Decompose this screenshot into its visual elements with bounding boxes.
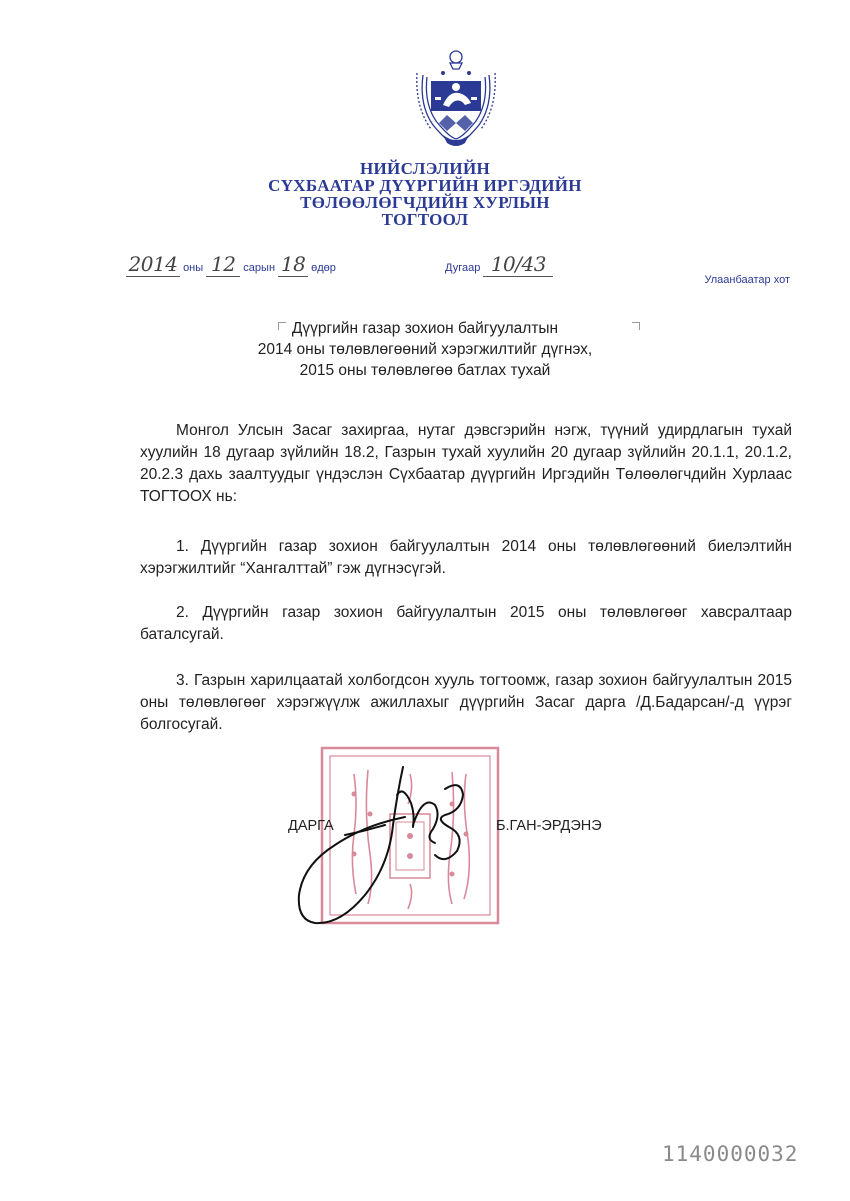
resolution-item-1: 1. Дүүргийн газар зохион байгуулалтын 2014 оны төлөвлөгөөний биелэлтийн хэрэгжилтийг “Хангалттай” гэж дүгнэсүгэй. (140, 538, 792, 577)
date-month-label: сарын (243, 262, 276, 274)
state-emblem-icon (413, 45, 499, 153)
date-month: 12 (206, 252, 240, 277)
header-line-2: СҮХБААТАР ДҮҮРГИЙН ИРГЭДИЙН (268, 176, 582, 195)
number-line (445, 252, 553, 277)
header-line-4: ТОГТООЛ (381, 210, 469, 229)
header-line-1: НИЙСЛЭЛИЙН (360, 159, 490, 178)
title-line-1: Дүүргийн газар зохион байгуулалтын (291, 320, 559, 337)
preamble-paragraph: Монгол Улсын Засаг захиргаа, нутаг дэвсгэрийн нэгж, түүний удирдлагын тухай хуулийн 18 дугаар зүйлийн 18.2, Газрын тухай хуулийн 20 дугаар зүйлийн 20.1.1, 20.1.2, 20.2.3 дахь заалтуудыг үндэслэн Сүхбаатар дүүргийн Иргэдийн Төлөөлөгчдийн Хурлаас ТОГТООХ нь: (140, 422, 792, 505)
date-line (126, 252, 336, 277)
date-day: 18 (278, 252, 308, 277)
header-line-3: ТӨЛӨӨЛӨГЧДИЙН ХУРЛЫН (300, 193, 550, 212)
signatory-title: ДАРГА (288, 818, 334, 834)
document-serial-number: 1140000032 (662, 1142, 799, 1166)
document-number: 10/43 (483, 252, 553, 277)
resolution-item-3: 3. Газрын харилцаатай холбогдсон хууль тогтоомж, газар зохион байгуулалтын 2015 оны төлөвлөгөөг хэрэгжүүлж ажиллахыг дүүргийн Засаг дарга /Д.Бадарсан/-д үүрэг болгосугай. (140, 672, 792, 733)
number-label: Дугаар (445, 262, 481, 274)
place-of-issue: Улаанбаатар хот (704, 274, 790, 286)
date-year: 2014 (126, 252, 180, 277)
document-title (0, 318, 850, 381)
handwritten-signature (285, 755, 505, 935)
document-header (0, 160, 850, 228)
title-line-3: 2015 оны төлөвлөгөө батлах тухай (299, 362, 551, 379)
resolution-item-2: 2. Дүүргийн газар зохион байгуулалтын 2015 оны төлөвлөгөөг хавсралтаар баталсугай. (140, 604, 792, 643)
title-line-2: 2014 оны төлөвлөгөөний хэрэгжилтийг дүгнэх, (257, 341, 593, 358)
signatory-name: Б.ГАН-ЭРДЭНЭ (496, 818, 602, 834)
date-day-label: өдөр (311, 262, 336, 274)
date-year-label: оны (183, 262, 204, 274)
